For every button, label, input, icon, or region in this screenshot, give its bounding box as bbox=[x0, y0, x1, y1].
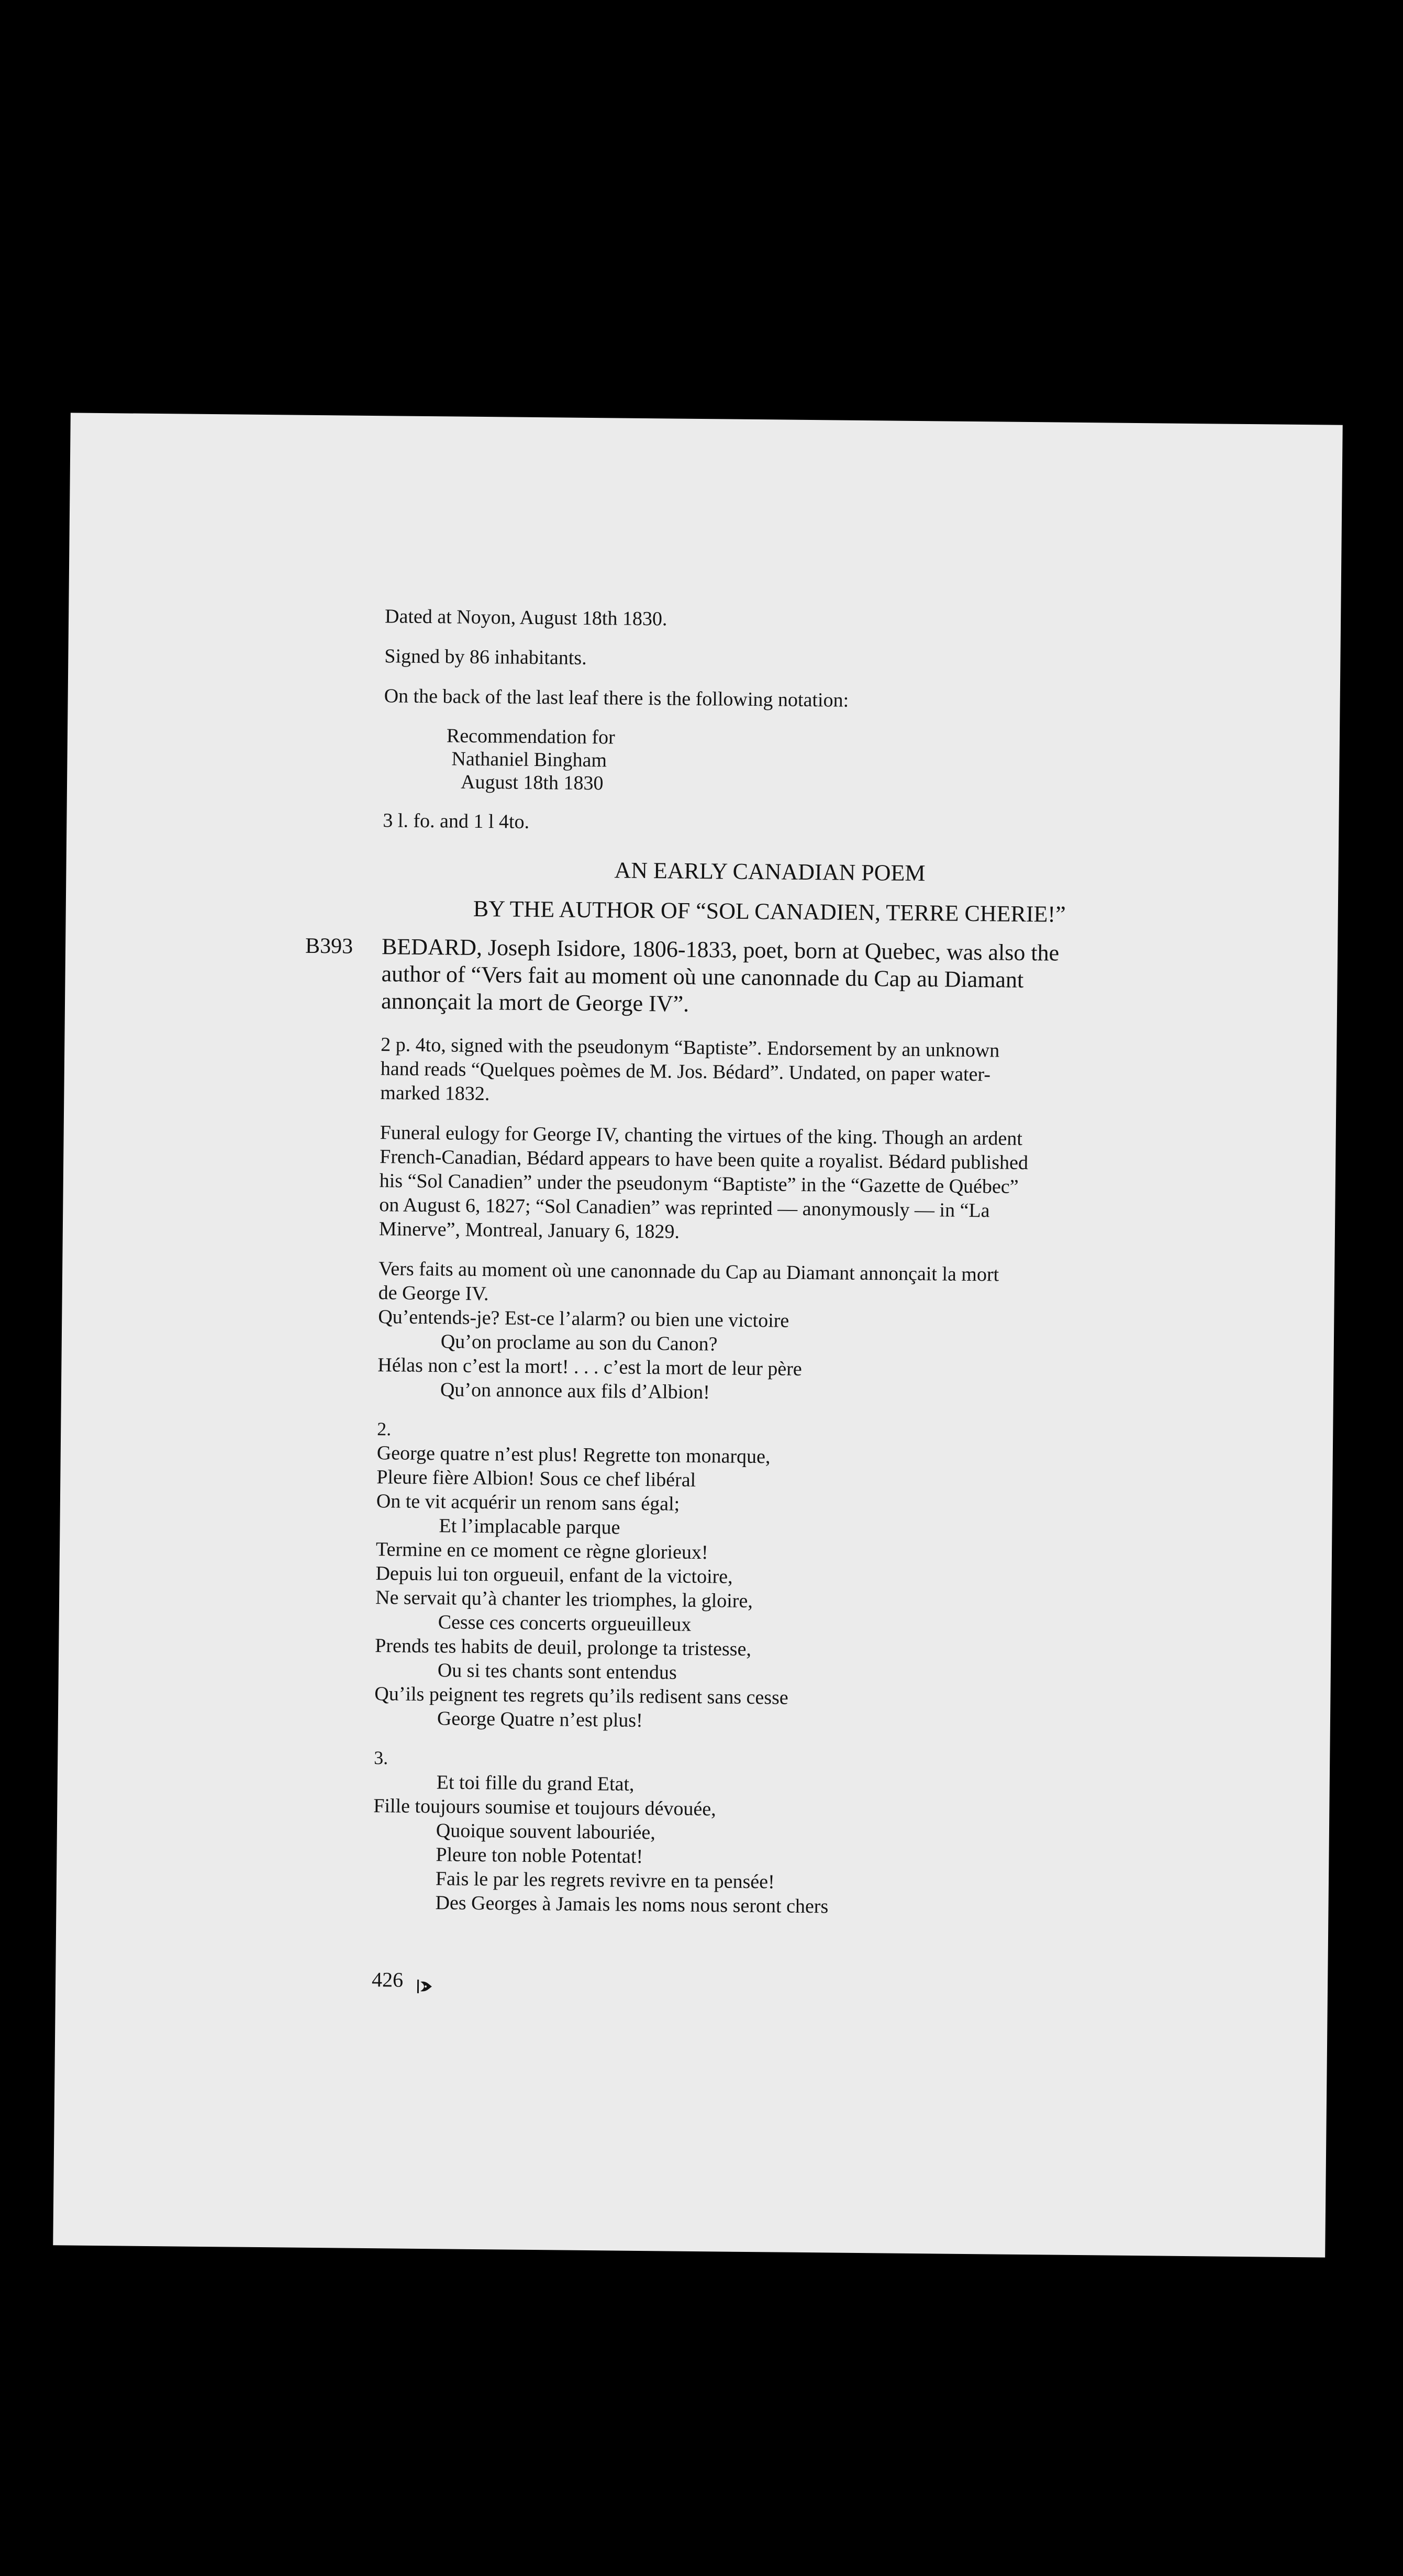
signed-line: Signed by 86 inhabitants. bbox=[384, 645, 587, 669]
printers-mark-icon bbox=[416, 1974, 433, 1990]
verse-line: Qu’on annonce aux fils d’Albion! bbox=[440, 1379, 710, 1404]
poem-title-line: de George IV. bbox=[378, 1282, 489, 1305]
note-line: his “Sol Canadien” under the pseudonym “Baptiste” in the “Gazette de Québec” bbox=[379, 1170, 1019, 1198]
poem-title-line: Vers faits au moment où une canonnade du Cap au Diamant annonçait la mort bbox=[378, 1258, 999, 1286]
verse-line: Depuis lui ton orgueuil, enfant de la victoire, bbox=[375, 1562, 733, 1588]
verse-line: Pleure fière Albion! Sous ce chef libéral bbox=[376, 1466, 696, 1491]
document-page bbox=[53, 413, 1342, 2257]
dated-line: Dated at Noyon, August 18th 1830. bbox=[384, 605, 667, 630]
verse-line: Fille toujours soumise et toujours dévouée, bbox=[373, 1795, 716, 1820]
collation-line: 3 l. fo. and 1 l 4to. bbox=[383, 809, 530, 833]
note-paragraph bbox=[379, 1120, 1155, 1248]
verse-line: Ou si tes chants sont entendus bbox=[437, 1659, 677, 1684]
description-paragraph bbox=[380, 1032, 1155, 1112]
note-line: on August 6, 1827; “Sol Canadien” was reprinted — anonymously — in “La bbox=[379, 1194, 990, 1222]
entry-line: author of “Vers fait au moment où une canonnade du Cap au Diamant bbox=[381, 961, 1024, 993]
notation-line: Nathaniel Bingham bbox=[451, 748, 607, 772]
verse-line: On te vit acquérir un renom sans égal; bbox=[376, 1490, 680, 1515]
verse-line: Prends tes habits de deuil, prolonge ta tristesse, bbox=[375, 1635, 752, 1661]
stanza-2 bbox=[374, 1441, 1152, 1737]
verse-line: Et toi fille du grand Etat, bbox=[436, 1771, 634, 1795]
verse-line: Ne servait qu’à chanter les triomphes, la gloire, bbox=[375, 1586, 753, 1613]
notation-intro: On the back of the last leaf there is the following notation: bbox=[384, 685, 849, 712]
notation-line: August 18th 1830 bbox=[460, 771, 604, 795]
notation-block bbox=[383, 724, 1159, 800]
entry-code: B393 bbox=[305, 934, 353, 959]
description-line: hand reads “Quelques poèmes de M. Jos. Bédard”. Undated, on paper water- bbox=[380, 1058, 991, 1086]
section-heading: AN EARLY CANADIAN POEM bbox=[614, 857, 926, 886]
note-line: Minerve”, Montreal, January 6, 1829. bbox=[378, 1218, 680, 1243]
verse-line: Termine en ce moment ce règne glorieux! bbox=[375, 1538, 708, 1564]
description-line: 2 p. 4to, signed with the pseudonym “Baptiste”. Endorsement by an unknown bbox=[381, 1034, 1000, 1062]
verse-line: Qu’on proclame au son du Canon? bbox=[440, 1330, 718, 1356]
note-line: Funeral eulogy for George IV, chanting the virtues of the king. Though an ardent bbox=[380, 1122, 1023, 1150]
stanza-1 bbox=[377, 1305, 1153, 1408]
verse-line: Fais le par les regrets revivre en ta pensée! bbox=[435, 1868, 775, 1893]
stanza-2-number: 2. bbox=[377, 1418, 392, 1440]
poem bbox=[372, 1257, 1153, 1922]
stanza-3 bbox=[372, 1770, 1149, 1922]
note-line: French-Canadian, Bédard appears to have been quite a royalist. Bédard published bbox=[380, 1146, 1029, 1174]
header-block bbox=[384, 604, 1160, 715]
section-subheading: BY THE AUTHOR OF “SOL CANADIEN, TERRE CHERIE!” bbox=[473, 895, 1066, 927]
notation-line: Recommendation for bbox=[446, 725, 616, 749]
verse-line: Quoique souvent labouriée, bbox=[436, 1819, 656, 1844]
stanza-3-number: 3. bbox=[374, 1747, 388, 1769]
verse-line: Qu’entends-je? Est-ce l’alarm? ou bien une victoire bbox=[378, 1306, 789, 1332]
verse-line: Pleure ton noble Potentat! bbox=[436, 1844, 643, 1868]
verse-line: Hélas non c’est la mort! . . . c’est la mort de leur père bbox=[377, 1354, 802, 1380]
entry-line: annonçait la mort de George IV”. bbox=[381, 988, 689, 1017]
verse-line: Qu’ils peignent tes regrets qu’ils redisent sans cesse bbox=[374, 1683, 788, 1709]
verse-line: George quatre n’est plus! Regrette ton monarque, bbox=[376, 1442, 771, 1468]
description-line: marked 1832. bbox=[380, 1082, 490, 1105]
page-number: 426 bbox=[371, 1968, 404, 1992]
verse-line: Et l’implacable parque bbox=[439, 1515, 620, 1539]
page-content bbox=[305, 604, 1160, 2000]
verse-line: George Quatre n’est plus! bbox=[437, 1707, 643, 1732]
entry-line: BEDARD, Joseph Isidore, 1806-1833, poet, born at Quebec, was also the bbox=[381, 934, 1060, 966]
catalog-entry bbox=[305, 933, 1156, 1022]
verse-line: Cesse ces concerts orgueuilleux bbox=[438, 1611, 692, 1636]
verse-line: Des Georges à Jamais les noms nous seront chers bbox=[435, 1892, 829, 1918]
